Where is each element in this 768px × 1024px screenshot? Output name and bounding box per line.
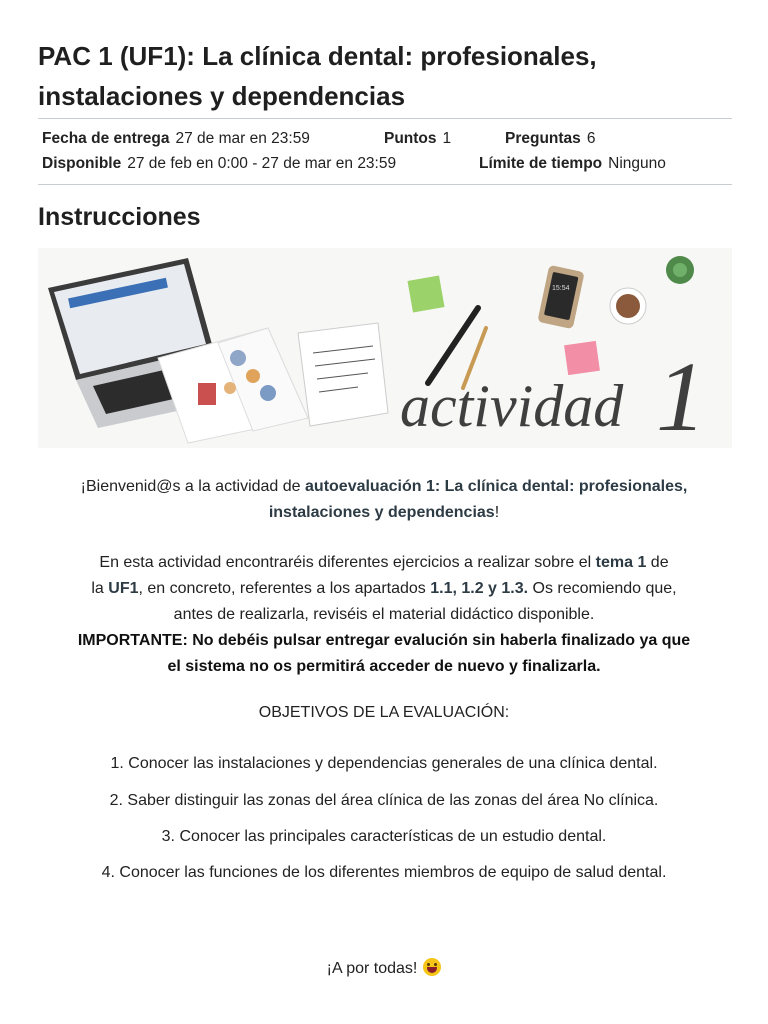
body-text-4: , en concreto, referentes a los apartados (138, 580, 431, 597)
objective-item: 3. Conocer las principales características de un estudio dental. (161, 828, 607, 845)
body-tema: tema 1 (595, 554, 647, 571)
plant-illustration (666, 256, 694, 284)
green-sticky-note (407, 275, 444, 312)
available-value: 27 de feb en 0:00 - 27 de mar en 23:59 (127, 155, 397, 172)
phone-time: 15:54 (552, 285, 570, 292)
closing-text: ¡A por todas! (326, 960, 418, 977)
body-text-3: la (91, 580, 109, 597)
body-sections: 1.1, 1.2 y 1.3. (430, 580, 529, 597)
objective-item: 4. Conocer las funciones de los diferentes miembros de equipo de salud dental. (101, 864, 667, 881)
meta-questions (505, 127, 595, 151)
body-text-5: Os recomiendo que, (528, 580, 677, 597)
body-text-2: de (646, 554, 669, 571)
welcome-highlight-2: instalaciones y dependencias (268, 504, 495, 521)
meta-available (42, 152, 396, 176)
quiz-title (38, 36, 738, 116)
quiz-title-line-2: instalaciones y dependencias (38, 81, 406, 111)
objectives-heading: OBJETIVOS DE LA EVALUACIÓN: (258, 704, 510, 721)
meta-due (42, 127, 310, 151)
pink-sticky-note (564, 341, 600, 375)
welcome-pre: ¡Bienvenid@s a la actividad de (80, 478, 306, 495)
instructions-heading: Instrucciones (38, 203, 201, 231)
notepad-illustration (298, 323, 388, 426)
closing-line (30, 956, 738, 982)
due-label: Fecha de entrega (42, 130, 170, 147)
activity-banner-image (38, 248, 732, 448)
welcome-post: ! (494, 504, 500, 521)
body-text-1: En esta actividad encontraréis diferentes ejercicios a realizar sobre el (99, 554, 596, 571)
important-line-2: el sistema no os permitirá acceder de nuevo y finalizarla. (167, 658, 601, 675)
grinning-face-emoji-icon (423, 958, 441, 976)
body-text-6: antes de realizarla, reviséis el material didáctico disponible. (173, 606, 595, 623)
time-limit-label: Límite de tiempo (479, 155, 603, 172)
banner-activity-word: actividad (400, 373, 624, 439)
body-paragraph (30, 550, 738, 680)
points-value: 1 (442, 130, 452, 147)
body-uf: UF1 (108, 580, 139, 597)
points-label: Puntos (384, 130, 437, 147)
objective-item: 2. Saber distinguir las zonas del área clínica de las zonas del área No clínica. (109, 792, 659, 809)
banner-activity-number: 1 (656, 341, 706, 448)
available-label: Disponible (42, 155, 122, 172)
meta-top-divider (38, 118, 732, 119)
meta-time-limit (479, 152, 666, 176)
meta-points (384, 127, 451, 151)
time-limit-value: Ninguno (608, 155, 666, 172)
welcome-highlight-1: autoevaluación 1: La clínica dental: profesionales, (305, 478, 688, 495)
questions-value: 6 (586, 130, 596, 147)
important-line-1: IMPORTANTE: No debéis pulsar entregar evalución sin haberla finalizado ya que (77, 632, 691, 649)
quiz-title-line-1: PAC 1 (UF1): La clínica dental: profesionales, (38, 41, 597, 71)
due-value: 27 de mar en 23:59 (175, 130, 310, 147)
meta-bottom-divider (38, 184, 732, 185)
welcome-paragraph (30, 474, 738, 526)
objective-item: 1. Conocer las instalaciones y dependencias generales de una clínica dental. (110, 755, 658, 772)
questions-label: Preguntas (505, 130, 581, 147)
